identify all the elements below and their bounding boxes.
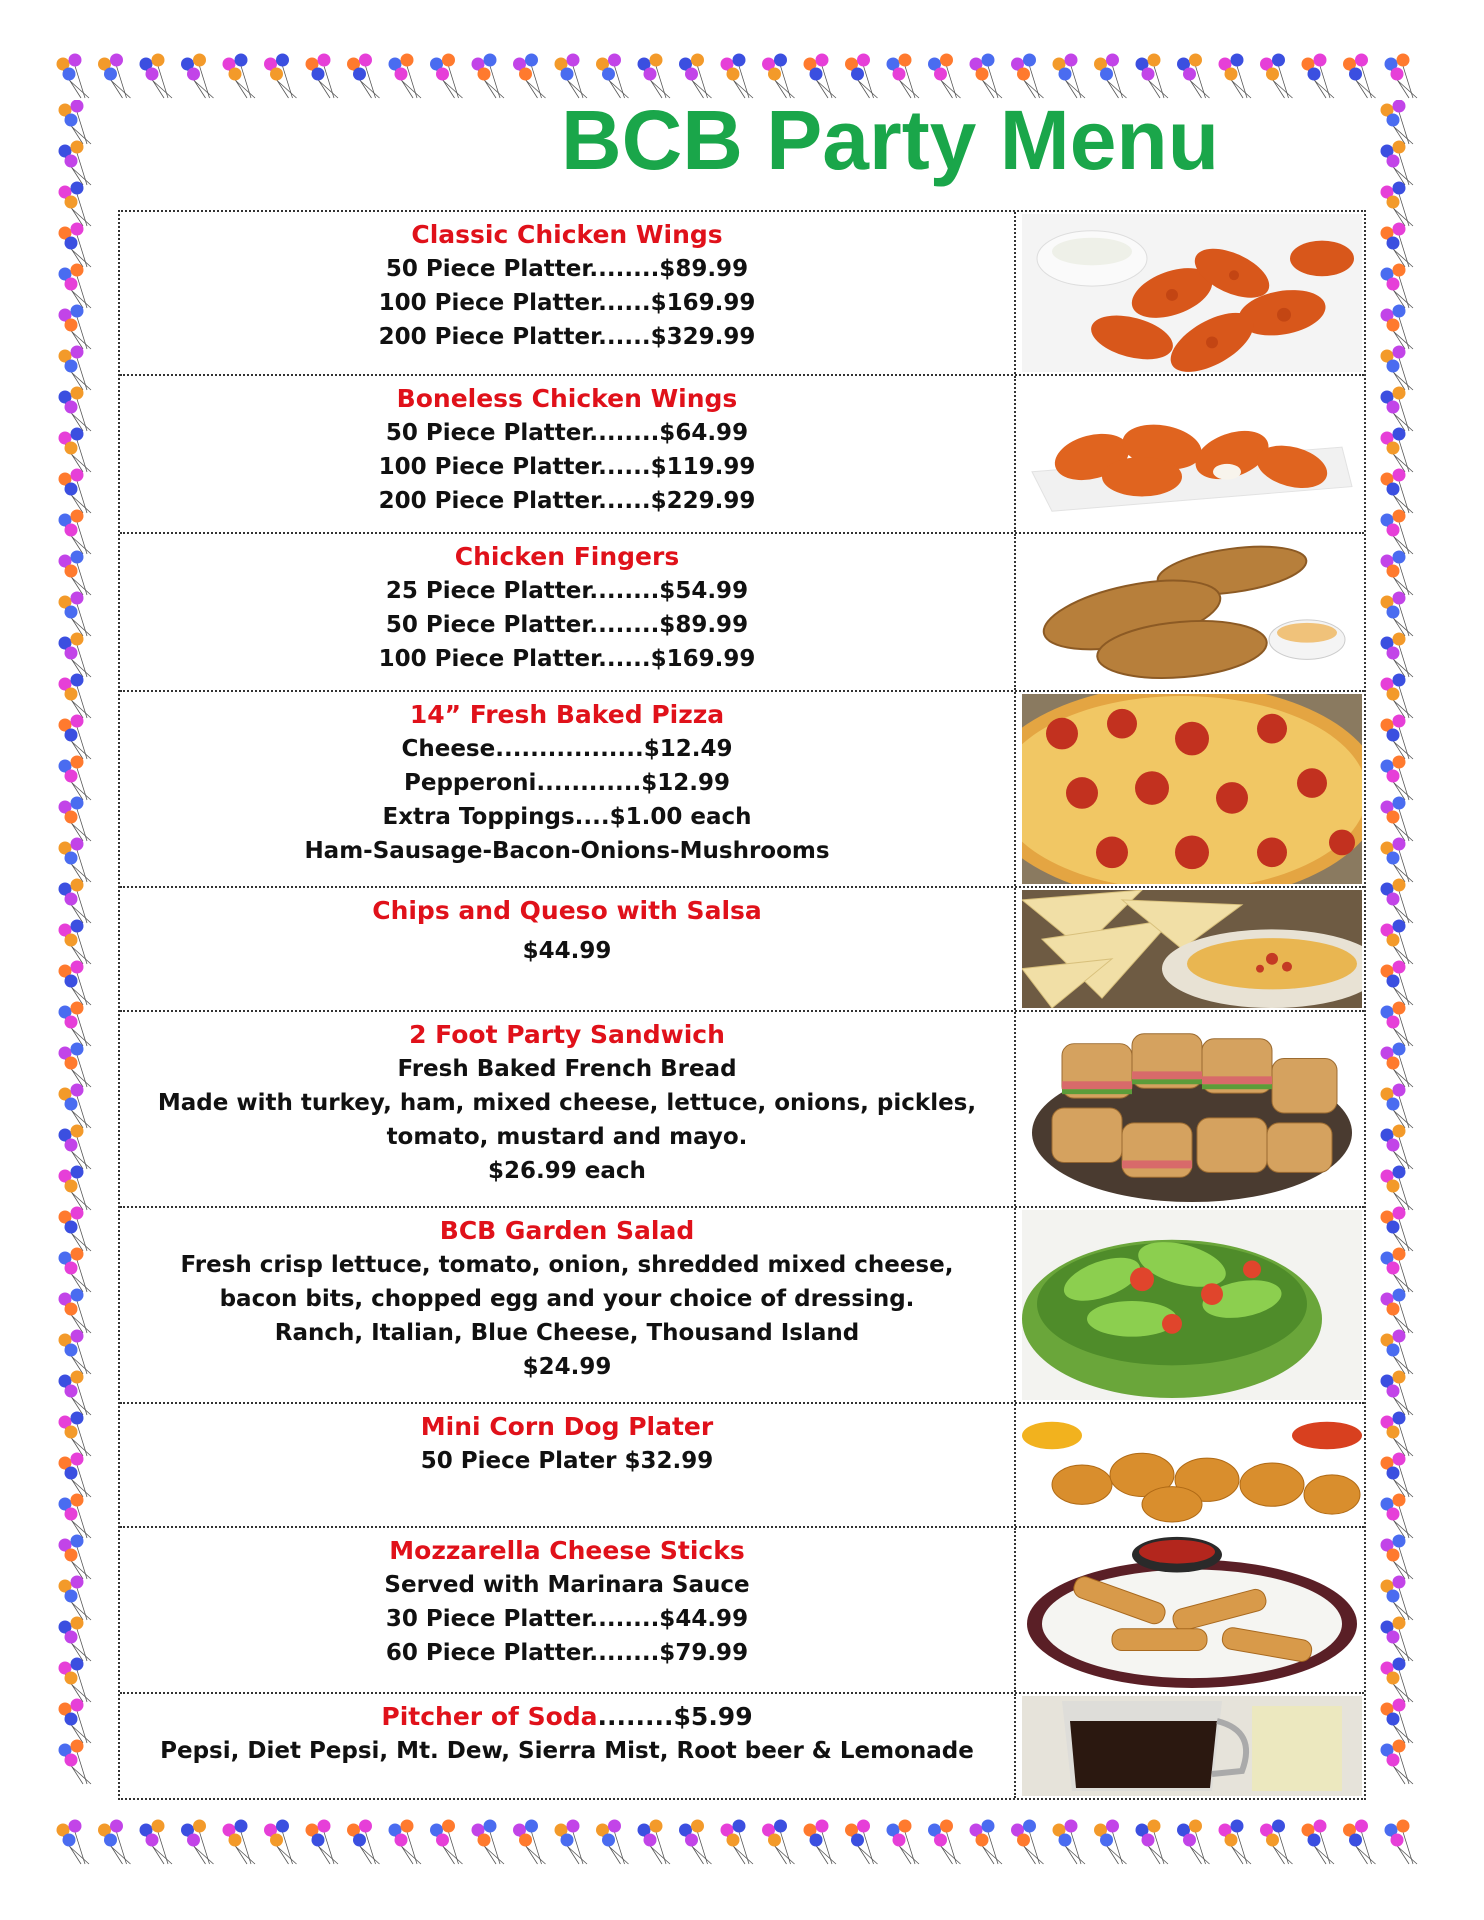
balloon-icon [59,1412,92,1457]
item-title: Boneless Chicken Wings [396,384,738,413]
balloon-icon [1343,54,1376,99]
balloon-icon [1381,756,1414,801]
balloon-icon [59,1084,92,1129]
balloon-icon [1385,1820,1418,1865]
balloon-icon [1381,1453,1414,1498]
balloon-icon [59,510,92,555]
balloon-icon [721,1820,754,1865]
menu-row: Chicken Fingers 25 Piece Platter........$54.99 50 Piece Platter........$89.99 100 Piece Platter......$169.99 [120,534,1364,692]
soda-pitcher-photo [1022,1696,1362,1796]
balloon-icon [1381,1248,1414,1293]
balloon-icon [59,1330,92,1375]
balloon-icon [1381,1002,1414,1047]
balloon-icon [59,1494,92,1539]
balloon-icon [928,1820,961,1865]
balloon-icon [59,1576,92,1621]
balloon-icon [679,1820,712,1865]
balloon-icon [1381,387,1414,432]
balloon-icon [59,756,92,801]
balloon-icon [59,100,92,144]
balloon-icon [1011,1820,1044,1865]
item-title: 14” Fresh Baked Pizza [409,700,725,729]
balloon-icon [59,1248,92,1293]
balloon-border-right [1377,100,1429,1820]
balloon-icon [59,1453,92,1498]
balloon-icon [59,387,92,432]
menu-row: Classic Chicken Wings 50 Piece Platter........$89.99 100 Piece Platter......$169.99 200 Piece Platter......$329.99 [120,212,1364,376]
balloon-icon [59,1207,92,1252]
balloon-icon [59,1535,92,1580]
balloon-icon [555,1820,588,1865]
menu-row: BCB Garden Salad Fresh crisp lettuce, tomato, onion, shredded mixed cheese, bacon bits, chopped egg and your choice of dressing. Ranch, Italian, Blue Cheese, Thousand Island $24.99 [120,1208,1364,1404]
balloon-icon [59,1002,92,1047]
balloon-icon [1136,1820,1169,1865]
balloon-icon [1381,1207,1414,1252]
balloon-icon [347,1820,380,1865]
balloon-icon [389,54,422,99]
balloon-icon [1381,305,1414,350]
balloon-icon [1381,1535,1414,1580]
balloon-icon [1381,1617,1414,1662]
chips-queso-photo [1022,890,1362,1008]
balloon-icon [59,838,92,883]
balloon-icon [59,715,92,760]
balloon-icon [59,1740,92,1785]
cheese-sticks-photo [1022,1530,1362,1690]
balloon-icon [1219,1820,1252,1865]
item-title: 2 Foot Party Sandwich [409,1020,725,1049]
balloon-icon [59,1699,92,1744]
balloon-icon [59,305,92,350]
balloon-icon [596,1820,629,1865]
balloon-icon [430,1820,463,1865]
balloon-icon [59,141,92,186]
menu-table [118,210,1366,1800]
party-sandwich-photo [1022,1014,1362,1204]
balloon-icon [472,54,505,99]
balloon-icon [306,54,339,99]
balloon-icon [1385,54,1418,99]
balloon-border-left [55,100,107,1820]
pizza-photo [1022,694,1362,884]
balloon-icon [1381,715,1414,760]
balloon-icon [264,1820,297,1865]
balloon-icon [430,54,463,99]
balloon-icon [513,1820,546,1865]
balloon-icon [140,1820,173,1865]
balloon-icon [1381,1576,1414,1621]
item-title: Mini Corn Dog Plater [420,1412,714,1441]
balloon-icon [59,797,92,842]
boneless-wings-photo [1022,378,1362,530]
balloon-icon [1381,182,1414,227]
balloon-icon [1381,1740,1414,1785]
balloon-icon [1381,1125,1414,1170]
balloon-icon [347,54,380,99]
balloon-icon [1381,551,1414,596]
menu-row: Chips and Queso with Salsa $44.99 [120,888,1364,1012]
item-title: Pitcher of Soda........$5.99 [381,1702,753,1731]
balloon-icon [59,264,92,309]
menu-row: Pitcher of Soda........$5.99 Pepsi, Diet Pepsi, Mt. Dew, Sierra Mist, Root beer & Lemonade [120,1694,1364,1798]
balloon-icon [223,1820,256,1865]
balloon-icon [98,54,131,99]
page-title: BCB Party Menu [560,93,1220,187]
balloon-icon [1381,838,1414,883]
balloon-icon [1381,1699,1414,1744]
balloon-icon [1381,797,1414,842]
balloon-icon [1302,1820,1335,1865]
balloon-icon [59,182,92,227]
balloon-icon [59,469,92,514]
balloon-icon [59,1658,92,1703]
balloon-icon [1381,141,1414,186]
balloon-icon [59,1125,92,1170]
balloon-icon [970,1820,1003,1865]
balloon-icon [1381,469,1414,514]
balloon-icon [59,1166,92,1211]
menu-row: 14” Fresh Baked Pizza Cheese.................$12.49 Pepperoni............$12.99 Extra Toppings....$1.00 each Ham-Sausage-Bacon-Onions-Mushrooms [120,692,1364,888]
balloon-icon [59,1617,92,1662]
balloon-icon [845,1820,878,1865]
menu-row: Boneless Chicken Wings 50 Piece Platter........$64.99 100 Piece Platter......$119.99 200 Piece Platter......$229.99 [120,376,1364,534]
balloon-icon [762,1820,795,1865]
balloon-icon [1381,1084,1414,1129]
item-title: Chips and Queso with Salsa [372,896,762,925]
balloon-icon [59,920,92,965]
item-title: Mozzarella Cheese Sticks [389,1536,745,1565]
balloon-icon [59,346,92,391]
balloon-icon [59,1371,92,1416]
balloon-icon [59,592,92,637]
balloon-icon [1381,100,1414,144]
balloon-icon [389,1820,422,1865]
balloon-icon [1381,1166,1414,1211]
balloon-icon [1381,674,1414,719]
balloon-icon [98,1820,131,1865]
balloon-icon [306,1820,339,1865]
balloon-icon [1302,54,1335,99]
balloon-icon [1381,1330,1414,1375]
balloon-icon [57,54,90,99]
item-title: BCB Garden Salad [439,1216,695,1245]
chicken-wings-photo [1022,214,1362,372]
menu-row: Mozzarella Cheese Sticks Served with Marinara Sauce 30 Piece Platter........$44.99 60 Piece Platter........$79.99 [120,1528,1364,1694]
balloon-icon [181,1820,214,1865]
balloon-icon [223,54,256,99]
balloon-icon [59,633,92,678]
balloon-icon [59,674,92,719]
balloon-icon [804,1820,837,1865]
balloon-icon [1381,961,1414,1006]
balloon-icon [1381,1658,1414,1703]
balloon-icon [1381,1494,1414,1539]
item-title: Chicken Fingers [454,542,680,571]
item-title: Classic Chicken Wings [411,220,723,249]
balloon-icon [1381,920,1414,965]
balloon-icon [57,1820,90,1865]
chicken-fingers-photo [1022,536,1362,688]
menu-row: Mini Corn Dog Plater 50 Piece Plater $32.99 [120,1404,1364,1528]
balloon-icon [59,428,92,473]
balloon-icon [140,54,173,99]
balloon-icon [1381,1371,1414,1416]
balloon-icon [1343,1820,1376,1865]
balloon-icon [59,223,92,268]
corn-dog-photo [1022,1406,1362,1524]
balloon-icon [1381,592,1414,637]
balloon-icon [1381,264,1414,309]
balloon-icon [1381,510,1414,555]
balloon-icon [59,1043,92,1088]
balloon-icon [638,1820,671,1865]
menu-row: 2 Foot Party Sandwich Fresh Baked French Bread Made with turkey, ham, mixed cheese, lettuce, onions, pickles, tomato, mustard and mayo. $26.99 each [120,1012,1364,1208]
balloon-icon [472,1820,505,1865]
balloon-icon [1177,1820,1210,1865]
balloon-icon [1094,1820,1127,1865]
balloon-icon [1260,1820,1293,1865]
balloon-icon [181,54,214,99]
balloon-icon [264,54,297,99]
balloon-icon [1381,633,1414,678]
balloon-icon [59,551,92,596]
balloon-border-bottom [55,1818,1429,1870]
balloon-icon [1381,428,1414,473]
balloon-icon [1381,1289,1414,1334]
balloon-icon [1381,223,1414,268]
balloon-icon [1053,1820,1086,1865]
balloon-icon [887,1820,920,1865]
balloon-icon [1381,879,1414,924]
balloon-icon [59,1289,92,1334]
balloon-icon [1381,346,1414,391]
balloon-icon [1381,1043,1414,1088]
garden-salad-photo [1022,1210,1362,1400]
balloon-icon [1381,1412,1414,1457]
balloon-icon [59,961,92,1006]
balloon-icon [59,879,92,924]
